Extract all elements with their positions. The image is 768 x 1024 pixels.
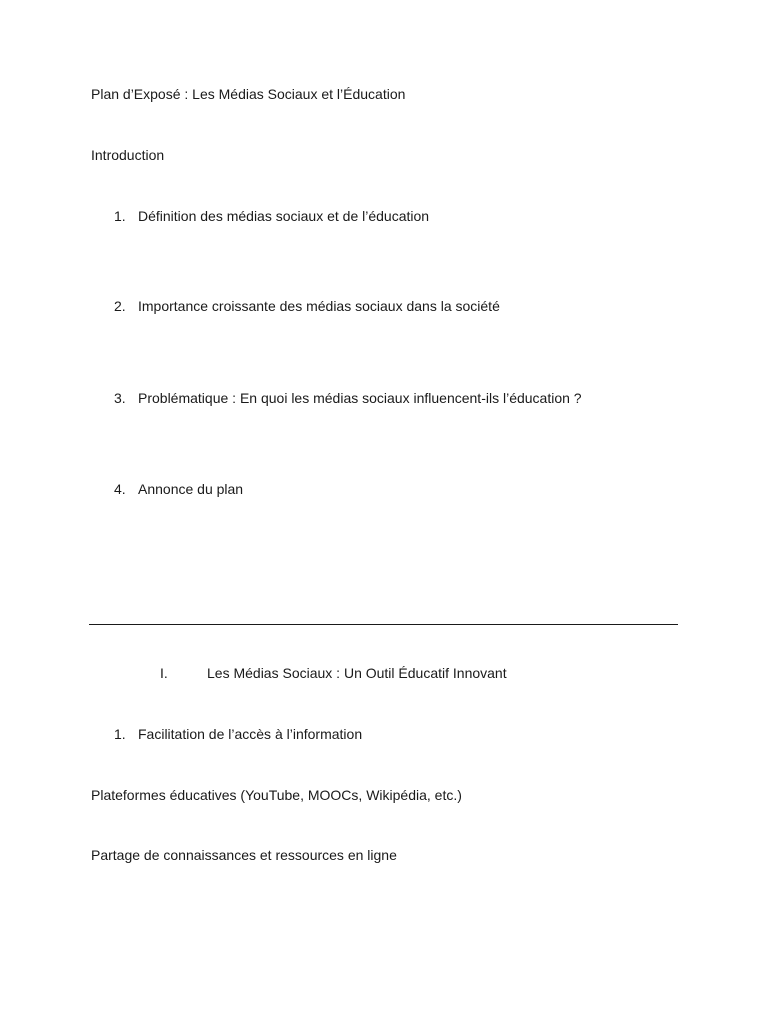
list-item-text: Problématique : En quoi les médias sociaux influencent-ils l’éducation ? — [138, 390, 582, 406]
subsection-title: Facilitation de l’accès à l’information — [138, 726, 363, 742]
list-item-text: Importance croissante des médias sociaux dans la société — [138, 298, 500, 314]
list-item-number: 1. — [114, 208, 126, 224]
body-paragraph: Partage de connaissances et ressources en ligne — [91, 847, 397, 863]
part-one-numeral: I. — [160, 665, 168, 681]
horizontal-rule-divider — [89, 624, 678, 625]
body-paragraph: Plateformes éducatives (YouTube, MOOCs, Wikipédia, etc.) — [91, 787, 462, 803]
introduction-heading: Introduction — [91, 147, 165, 163]
list-item-number: 4. — [114, 481, 126, 497]
list-item-number: 3. — [114, 390, 126, 406]
document-title: Plan d’Exposé : Les Médias Sociaux et l’Éducation — [91, 86, 406, 102]
list-item-text: Annonce du plan — [138, 481, 244, 497]
list-item-number: 1. — [114, 726, 126, 742]
part-one-heading: Les Médias Sociaux : Un Outil Éducatif Innovant — [207, 665, 507, 681]
list-item-number: 2. — [114, 298, 126, 314]
list-item-text: Définition des médias sociaux et de l’éducation — [138, 208, 430, 224]
